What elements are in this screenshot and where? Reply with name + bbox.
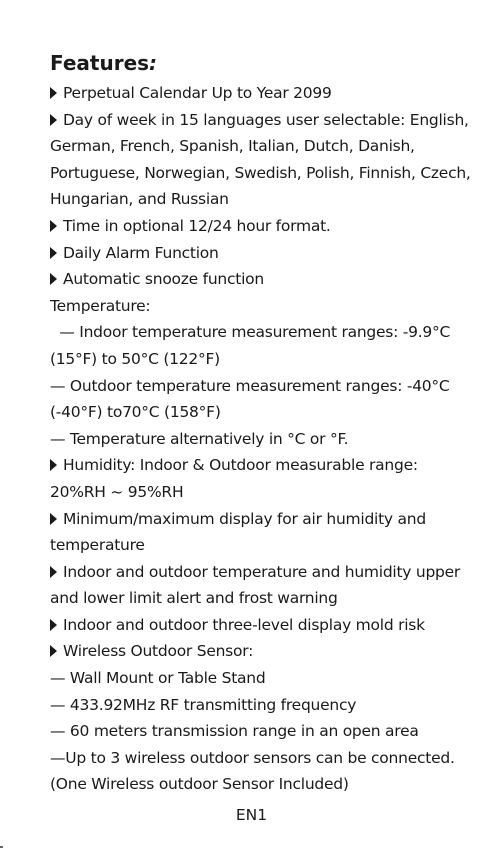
feature-line-text: (15°F) to 50°C (122°F) xyxy=(50,349,220,368)
right-triangle-icon xyxy=(50,619,57,631)
feature-continuation-line xyxy=(50,479,471,506)
feature-line-text: — Indoor temperature measurement ranges: -9.9°C xyxy=(50,323,451,342)
feature-line-text: Day of week in 15 languages user selectable: English, xyxy=(63,110,469,129)
feature-line-text: Humidity: Indoor & Outdoor measurable range: xyxy=(63,456,418,475)
feature-bullet-line xyxy=(50,559,471,586)
right-triangle-icon xyxy=(50,247,57,259)
feature-continuation-line xyxy=(50,160,471,187)
feature-continuation-line xyxy=(50,133,471,160)
feature-line-text: Hungarian, and Russian xyxy=(50,190,229,209)
right-triangle-icon xyxy=(50,513,57,525)
feature-bullet-line xyxy=(50,213,471,240)
feature-line-text: — Temperature alternatively in °C or °F. xyxy=(50,429,349,448)
feature-continuation-line xyxy=(50,426,471,453)
feature-line-text: —Up to 3 wireless outdoor sensors can be connected. xyxy=(50,748,455,767)
page-number: EN1 xyxy=(235,806,268,824)
feature-bullet-line xyxy=(50,80,471,107)
feature-line-text: — Outdoor temperature measurement ranges: -40°C xyxy=(50,376,450,395)
corner-mark xyxy=(0,846,3,848)
feature-bullet-line xyxy=(50,107,471,134)
feature-line-text: Indoor and outdoor three-level display mold risk xyxy=(63,615,425,634)
feature-line-text: temperature xyxy=(50,536,145,555)
feature-continuation-line xyxy=(50,186,471,213)
features-list xyxy=(50,80,471,798)
feature-line-text: — 433.92MHz RF transmitting frequency xyxy=(50,695,357,714)
right-triangle-icon xyxy=(50,459,57,471)
feature-line-text: (-40°F) to70°C (158°F) xyxy=(50,403,221,422)
feature-bullet-line xyxy=(50,266,471,293)
features-heading xyxy=(50,50,157,76)
right-triangle-icon xyxy=(50,220,57,232)
feature-line-text: Time in optional 12/24 hour format. xyxy=(63,216,331,235)
feature-line-text: Wireless Outdoor Sensor: xyxy=(63,642,254,661)
feature-continuation-line xyxy=(50,745,471,772)
feature-bullet-line xyxy=(50,506,471,533)
features-heading-text: Features xyxy=(50,51,150,75)
feature-continuation-line xyxy=(50,399,471,426)
feature-continuation-line xyxy=(50,373,471,400)
right-triangle-icon xyxy=(50,566,57,578)
feature-bullet-line xyxy=(50,638,471,665)
feature-line-text: (One Wireless outdoor Sensor Included) xyxy=(50,775,349,794)
feature-bullet-line xyxy=(50,612,471,639)
right-triangle-icon xyxy=(50,645,57,657)
feature-continuation-line xyxy=(50,665,471,692)
feature-line-text: German, French, Spanish, Italian, Dutch, Danish, xyxy=(50,137,415,156)
feature-line-text: Indoor and outdoor temperature and humidity upper xyxy=(63,562,461,581)
feature-line-text: Daily Alarm Function xyxy=(63,243,219,262)
right-triangle-icon xyxy=(50,273,57,285)
feature-continuation-line xyxy=(50,293,471,320)
feature-line-text: Automatic snooze function xyxy=(63,270,264,289)
feature-continuation-line xyxy=(50,718,471,745)
feature-continuation-line xyxy=(50,346,471,373)
feature-line-text: — 60 meters transmission range in an open area xyxy=(50,722,419,741)
feature-bullet-line xyxy=(50,452,471,479)
features-heading-colon: : xyxy=(149,51,158,75)
feature-line-text: and lower limit alert and frost warning xyxy=(50,589,338,608)
feature-continuation-line xyxy=(50,771,471,798)
feature-continuation-line xyxy=(50,585,471,612)
feature-line-text: — Wall Mount or Table Stand xyxy=(50,669,266,688)
feature-line-text: Portuguese, Norwegian, Swedish, Polish, Finnish, Czech, xyxy=(50,163,471,182)
feature-continuation-line xyxy=(50,692,471,719)
feature-line-text: Perpetual Calendar Up to Year 2099 xyxy=(63,84,332,102)
feature-line-text: 20%RH ~ 95%RH xyxy=(50,482,184,501)
right-triangle-icon xyxy=(50,87,57,99)
feature-line-text: Temperature: xyxy=(50,296,151,315)
feature-line-text: Minimum/maximum display for air humidity and xyxy=(63,509,426,528)
right-triangle-icon xyxy=(50,114,57,126)
feature-bullet-line xyxy=(50,240,471,267)
feature-continuation-line xyxy=(50,532,471,559)
feature-continuation-line xyxy=(50,319,471,346)
